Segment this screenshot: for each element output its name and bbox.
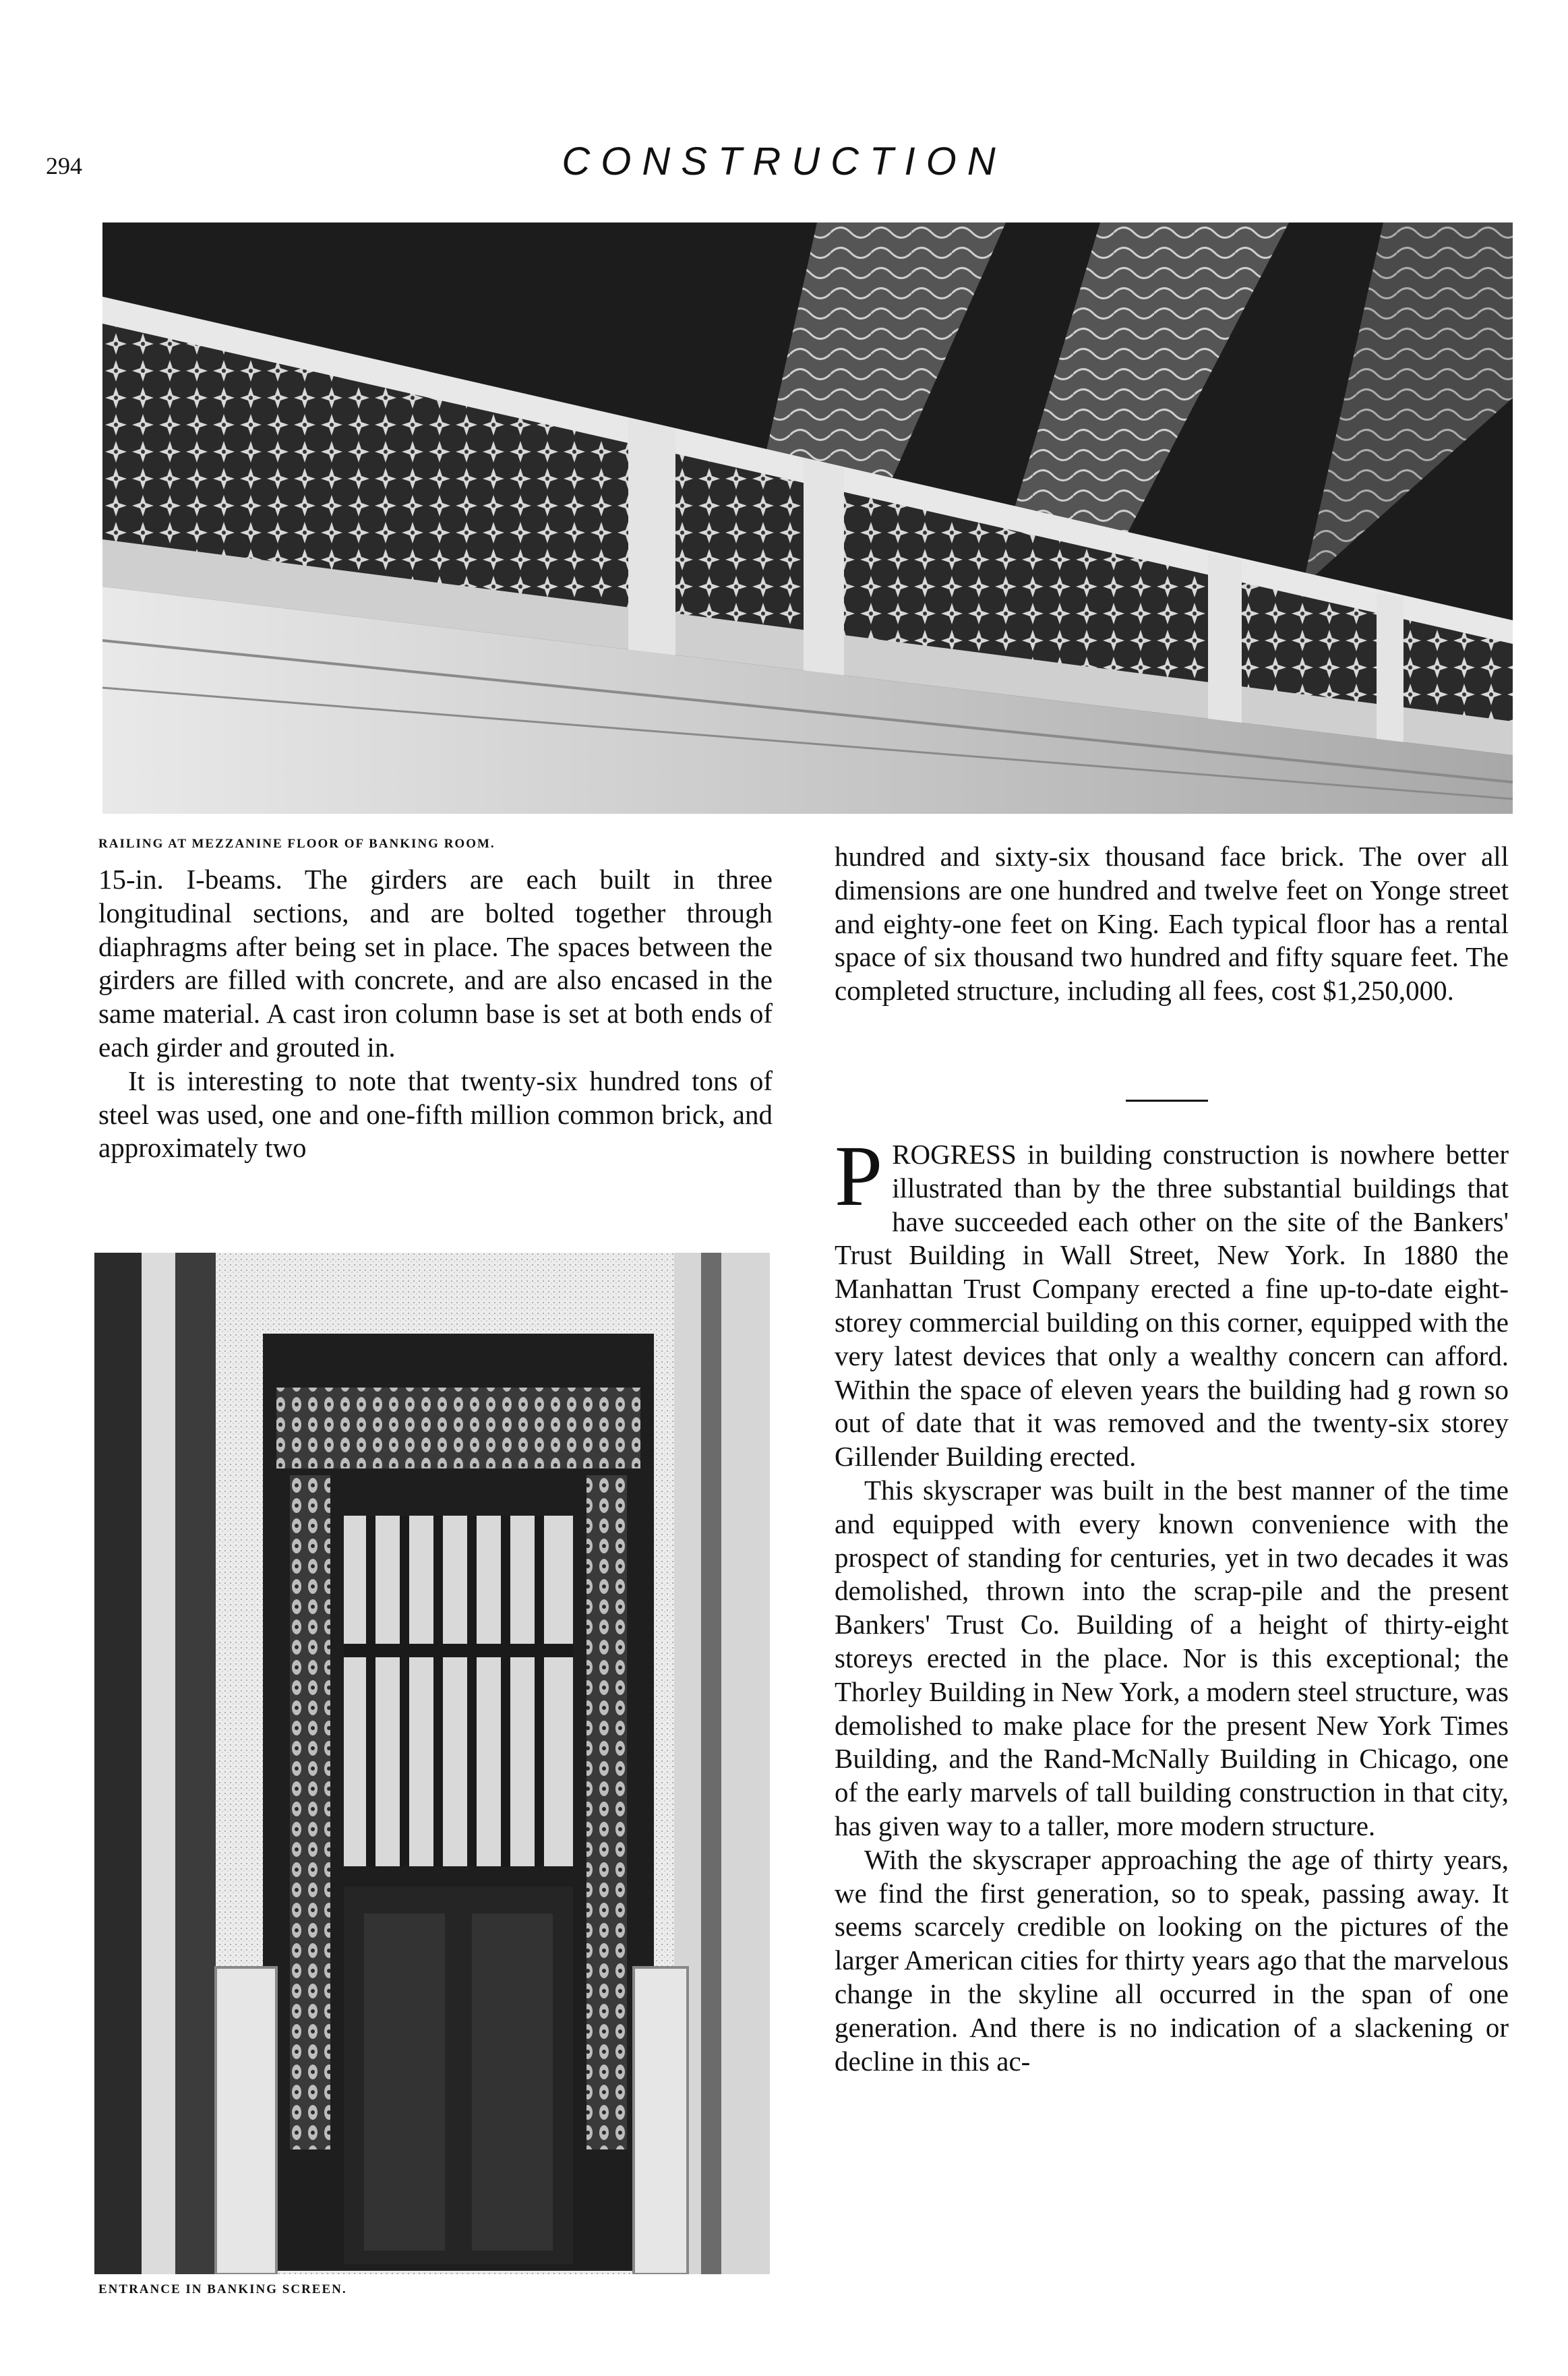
right-paragraph-2-text: ROGRESS in building construction is nowhere better illustrated than by the three substantial buildings that have succeeded each other on the site of the Bankers' Trust Building in Wall Street, New York. In 1880 the Manhattan Trust Company erected a fine up-to-date eight-storey commercial building on this corner, equipped with the very latest devices that only a wealthy concern can afford. Within the space of eleven years the building had g rown so out of date that it was removed and the twenty-six storey Gillender Building erected. (835, 1139, 1509, 1473)
left-column (98, 863, 773, 1165)
left-paragraph-1: 15-in. I-beams. The girders are each built in three longitudinal sections, and are bolted together through diaphragms after being set in place. The spaces between the girders are filled with concrete, and are also encased in the same material. A cast iron column base is set at both ends of each girder and grouted in. (98, 864, 773, 1063)
drop-cap: P (835, 1128, 883, 1224)
page-number: 294 (46, 152, 82, 179)
right-column-bottom (835, 1128, 1509, 2078)
right-paragraph-1: hundred and sixty-six thousand face brick. The over all dimensions are one hundred and twelve feet on Yonge street and eighty-one feet on King. Each typical floor has a rental space of six thousand two hundred and fifty square feet. The completed structure, including all fees, cost $1,250,000. (835, 841, 1509, 1007)
entrance-caption: ENTRANCE IN BANKING SCREEN. (98, 2282, 347, 2296)
entrance-photograph (94, 1253, 770, 2274)
right-paragraph-4: With the skyscraper approaching the age of thirty years, we find the first generation, so to speak, passing away. It seems scarcely credible on looking on the pictures of the larger American cities for thirty years ago that the marvelous change in the skyline all occurred in the span of one generation. And there is no indication of a slackening or decline in this ac- (835, 1843, 1509, 2077)
railing-caption: RAILING AT MEZZANINE FLOOR OF BANKING ROOM. (98, 837, 495, 851)
railing-photograph (102, 222, 1513, 814)
right-paragraph-2 (835, 1128, 1509, 1474)
running-head: CONSTRUCTION (562, 140, 1006, 183)
right-column-top (835, 840, 1509, 1008)
right-paragraph-3: This skyscraper was built in the best manner of the time and equipped with every known convenience with the prospect of standing for centuries, yet in two decades it was demolished, thrown into the scrap-pile and the present Bankers' Trust Co. Building of a height of thirty-eight storeys erected in the place. Nor is this exceptional; the Thorley Building in New York, a modern steel structure, was demolished to make place for the present New York Times Building, and the Rand-McNally Building in Chicago, one of the early marvels of tall building construction in that city, has given way to a taller, more modern structure. (835, 1474, 1509, 1841)
section-divider (1126, 1100, 1208, 1102)
left-paragraph-2: It is interesting to note that twenty-six hundred tons of steel was used, one and one-fifth million common brick, and approximately two (98, 1065, 773, 1164)
